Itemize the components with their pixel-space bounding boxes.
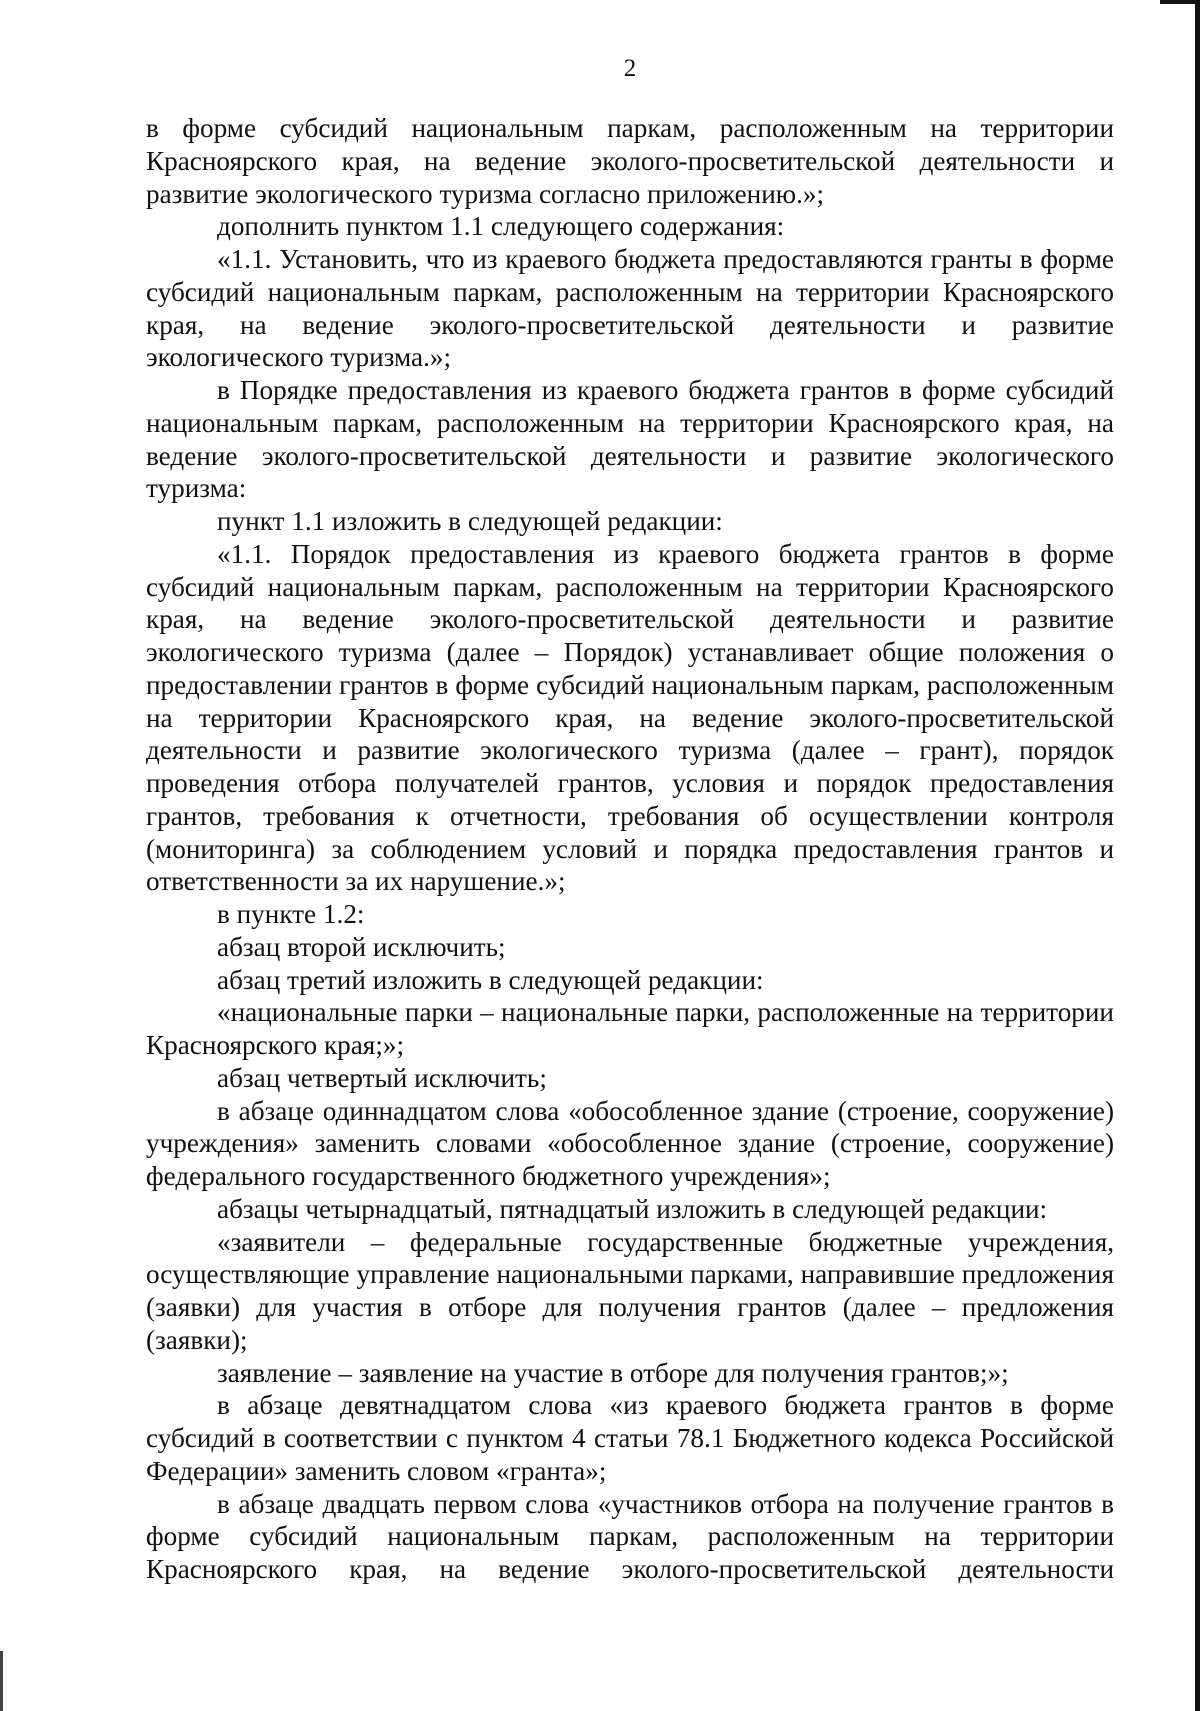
paragraph: «1.1. Порядок предоставления из краевого бюджета грантов в форме субсидий национальным паркам, расположенным на территории Красноярского края, на ведение эколого-просветительской деятельности и развитие экологического туризма (далее – Порядок) устанавливает общие положения о предоставлении грантов в форме субсидий национальным паркам, расположенным на территории Красноярского края, на ведение эколого-просветительской деятельности и развитие экологического туризма (далее – грант), порядок проведения отбора получателей грантов, условия и порядок предоставления грантов, требования к отчетности, требования об осуществлении контроля (мониторинга) за соблюдением условий и порядка предоставления грантов и ответственности за их нарушение.»;	[146, 538, 1114, 897]
paragraph: дополнить пунктом 1.1 следующего содержания:	[217, 211, 785, 242]
paragraph: абзац второй исключить;	[217, 931, 506, 962]
paragraph: в абзаце одиннадцатом слова «обособленное здание (строение, сооружение) учреждения» заменить словами «обособленное здание (строение, сооружение) федерального государственного бюджетного учреждения»;	[146, 1095, 1114, 1191]
paragraph: в форме субсидий национальным паркам, расположенным на территории Красноярского края, на ведение эколого-просветительской деятельности и развитие экологического туризма согласно приложению.»;	[146, 113, 1114, 209]
page-number: 2	[623, 55, 637, 82]
paragraph: в пункте 1.2:	[217, 899, 365, 929]
paragraph: заявление – заявление на участие в отборе для получения грантов;»;	[217, 1357, 1009, 1388]
paragraph: «1.1. Установить, что из краевого бюджета предоставляются гранты в форме субсидий национальным паркам, расположенным на территории Красноярского края, на ведение эколого-просветительской деятельности и развитие экологического туризма.»;	[146, 244, 1114, 373]
paragraph: в абзаце девятнадцатом слова «из краевого бюджета грантов в форме субсидий в соответствии с пунктом 4 статьи 78.1 Бюджетного кодекса Российской Федерации» заменить словом «гранта»;	[146, 1390, 1114, 1486]
paragraph: в Порядке предоставления из краевого бюджета грантов в форме субсидий национальным паркам, расположенным на территории Красноярского края, на ведение эколого-просветительской деятельности и развитие экологического туризма:	[146, 375, 1114, 504]
scan-edge-top	[1160, 0, 1200, 4]
paragraph: абзац четвертый исключить;	[217, 1062, 547, 1093]
paragraph: абзацы четырнадцатый, пятнадцатый изложить в следующей редакции:	[217, 1193, 1048, 1224]
document-body	[146, 112, 1114, 1586]
scan-edge-right	[1195, 0, 1200, 1711]
paragraph: «национальные парки – национальные парки, расположенные на территории Красноярского края;»;	[146, 997, 1114, 1060]
scan-edge-left	[0, 1651, 3, 1711]
paragraph: в абзаце двадцать первом слова «участников отбора на получение грантов в форме субсидий национальным паркам, расположенным на территории Красноярского края, на ведение эколого-просветительской деятельности	[146, 1488, 1114, 1584]
paragraph: пункт 1.1 изложить в следующей редакции:	[217, 506, 723, 536]
paragraph: «заявители – федеральные государственные бюджетные учреждения, осуществляющие управление национальными парками, направившие предложения (заявки) для участия в отборе для получения грантов (далее – предложения (заявки);	[146, 1226, 1114, 1355]
paragraph: абзац третий изложить в следующей редакции:	[217, 964, 764, 995]
